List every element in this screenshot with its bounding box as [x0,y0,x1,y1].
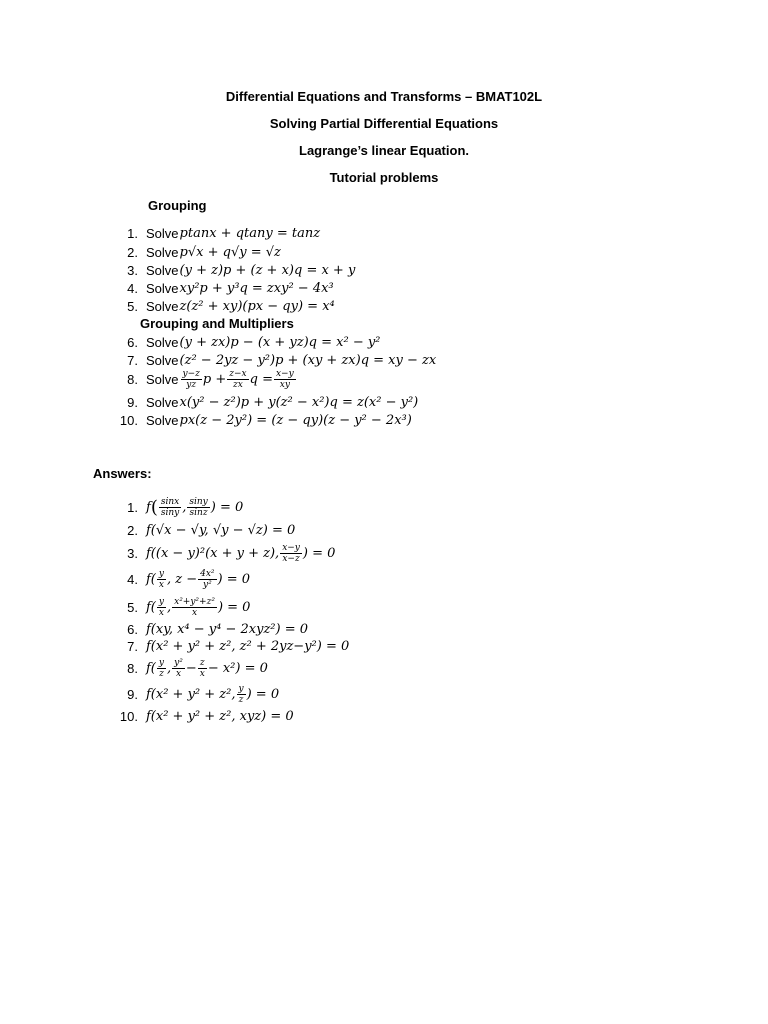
answer-item: 6. f(xy, x⁴ − y⁴ − 2xyz²) = 0 [127,621,309,637]
answer-item: 8. f( $\frac{y}{z}$ , $\frac{\text{y²}}{x}$ − $\frac{z}{x}$ − x²) = 0 [127,657,268,679]
problem-item: 5. Solve z(z² + xy)(px − qy) = x⁴ [127,298,335,314]
section-answers: Answers: [93,466,152,481]
answer-item: 4. f( $\frac{y}{x}$ , z − $\frac{\text{4x²}}{\text{y²}}$ ) = 0 [127,568,251,590]
tutorial-title: Tutorial problems [329,170,439,185]
section-grouping: Grouping [148,198,207,213]
problem-item: 7. Solve (z² − 2yz − y²)p + (xy + zx)q = xy − zx [127,352,437,368]
problem-item: 1. Solve ptanx + qtany = tanz [127,225,321,241]
section-grouping-multipliers: Grouping and Multipliers [140,316,294,331]
answer-item: 10. f(x² + y² + z², xyz) = 0 [119,708,294,724]
answer-item: 7. f(x² + y² + z², z² + 2yz−y²) = 0 [127,638,350,654]
problem-item: 6. Solve (y + zx)p − (x + yz)q = x² − y² [127,334,381,350]
problem-item: 3. Solve (y + z)p + (z + x)q = x + y [127,262,356,278]
subtopic-title: Lagrange’s linear Equation. [299,143,469,158]
answer-item: 1. f ( $\frac{\sin x}{\sin y}$ , $\frac{\sin y}{\sin z}$ ) = 0 [127,496,244,518]
answer-item: 5. f( $\frac{y}{x}$ , $\frac{\text{x²+y²+z²}}{x}$ ) = 0 [127,596,251,618]
answer-item: 9. f(x² + y² + z², $\frac{y}{z}$ ) = 0 [127,683,280,705]
problem-item: 10. Solve px(z − 2y²) = (z − qy)(z − y² − 2x³) [119,412,412,428]
problem-item: 4. Solve xy²p + y³q = zxy² − 4x³ [127,280,334,296]
problem-item: 9. Solve x(y² − z²)p + y(z² − x²)q = z(x² − y²) [127,394,419,410]
answer-item: 3. f((x − y)²(x + y + z), $\frac{x-y}{x-z}$ ) = 0 [127,542,336,564]
problem-item: 8. Solve $\frac{y-z}{yz}$ p + $\frac{z-x}{zx}$ q = $\frac{x-y}{xy}$ [127,368,294,390]
course-title: Differential Equations and Transforms – BMAT102L [225,89,543,104]
topic-title: Solving Partial Differential Equations [269,116,499,131]
problem-item: 2. Solve p√x + q√y = √z [127,244,281,260]
answer-item: 2. f(√x − √y, √y − √z) = 0 [127,522,296,538]
